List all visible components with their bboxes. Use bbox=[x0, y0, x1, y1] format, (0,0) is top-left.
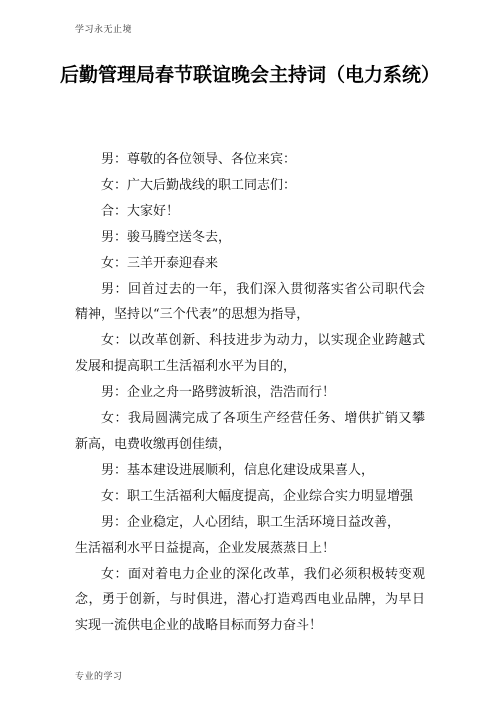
paragraph-8: 男：企业之舟一路劈波斩浪，浩浩而行！ bbox=[101, 385, 336, 401]
document-body bbox=[75, 147, 425, 639]
page-header: 学习永无止境 bbox=[75, 25, 133, 35]
paragraph-3: 合：大家好！ bbox=[101, 203, 180, 219]
document-title: 后勤管理局春节联谊晚会主持词（电力系统） bbox=[60, 64, 441, 86]
paragraph-10: 男：基本建设进展顺利，信息化建设成果喜人， bbox=[101, 462, 375, 478]
paragraph-11: 女：职工生活福利大幅度提高，企业综合实力明显增强 bbox=[101, 488, 414, 504]
page-footer: 专业的学习 bbox=[75, 672, 123, 682]
paragraph-9: 女：我局圆满完成了各项生产经营任务、增供扩销又攀新高，电费收缴再创佳绩， bbox=[75, 411, 425, 452]
paragraph-2: 女：广大后勤战线的职工同志们： bbox=[101, 177, 297, 193]
paragraph-12: 男：企业稳定，人心团结，职工生活环境日益改善， bbox=[101, 514, 401, 530]
paragraph-7: 女：以改革创新、科技进步为动力，以实现企业跨越式发展和提高职工生活福利水平为目的， bbox=[75, 333, 425, 375]
paragraph-5: 女：三羊开泰迎春来 bbox=[101, 255, 219, 271]
paragraph-1: 男：尊敬的各位领导、各位来宾： bbox=[101, 152, 297, 167]
paragraph-14: 女：面对着电力企业的深化改革，我们必须积极转变观念，勇于创新，与时俱进，潜心打造鸡西电业品牌，为早日实现一流供电企业的战略目标而努力奋斗！ bbox=[75, 566, 425, 634]
paragraph-4: 男：骏马腾空送冬去， bbox=[101, 229, 232, 245]
paragraph-6: 男：回首过去的一年，我们深入贯彻落实省公司职代会精神，坚持以“三个代表”的思想为指导， bbox=[75, 281, 425, 323]
paragraph-13: 生活福利水平日益提高，企业发展蒸蒸日上！ bbox=[75, 540, 336, 556]
